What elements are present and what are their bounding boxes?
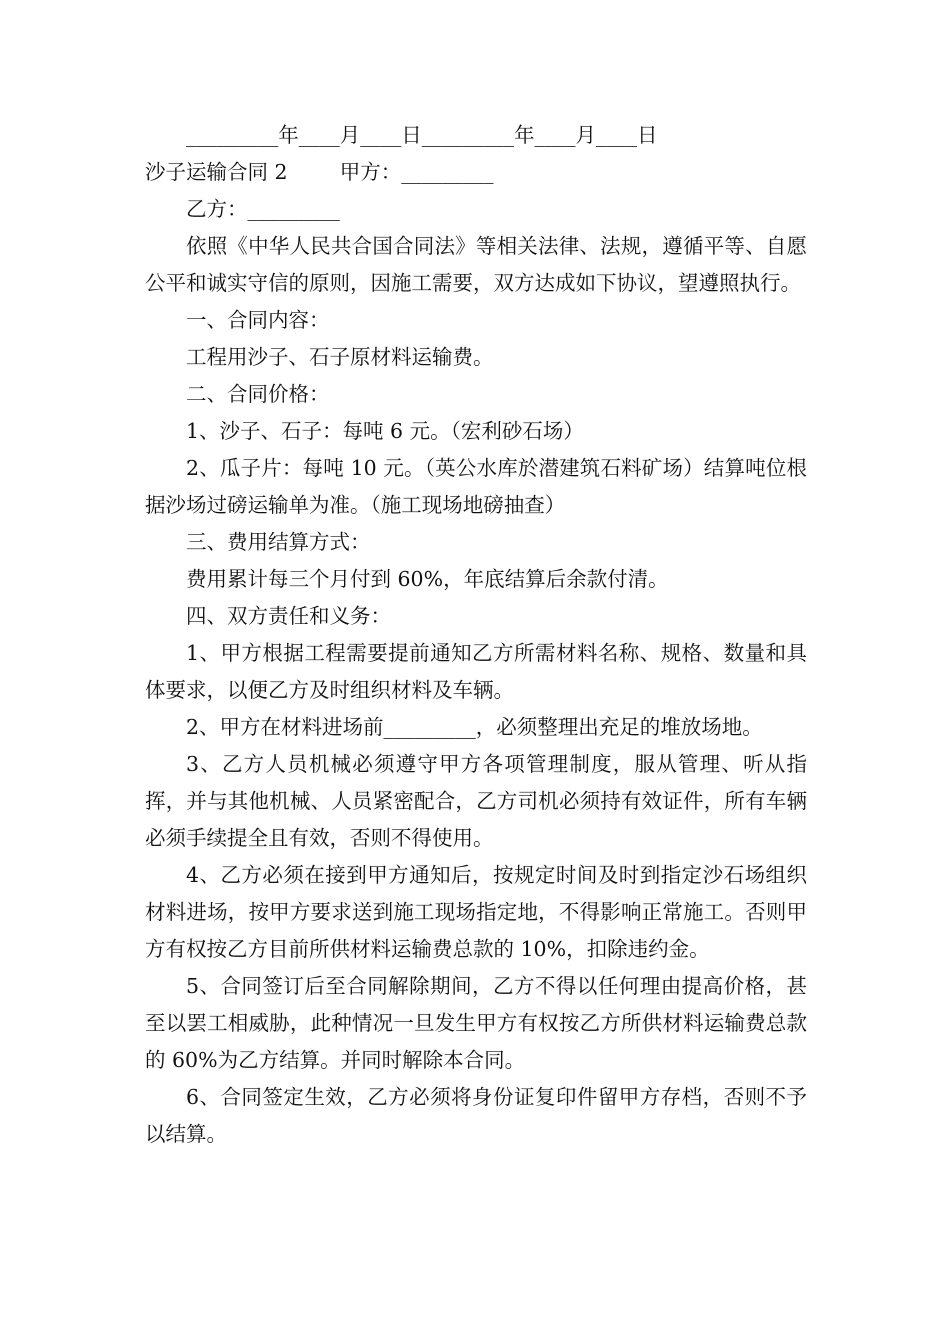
duty-item-3: 3、乙方人员机械必须遵守甲方各项管理制度，服从管理、听从指挥，并与其他机械、人员紧密配合，乙方司机必须持有效证件，所有车辆必须手续提全且有效，否则不得使用。 xyxy=(145,752,807,850)
price-item-2: 2、瓜子片：每吨 10 元。（英公水库於潜建筑石料矿场）结算吨位根据沙场过磅运输单为准。（施工现场地磅抽查） xyxy=(145,456,807,517)
price-item-1: 1、沙子、石子：每吨 6 元。（宏利砂石场） xyxy=(186,419,584,443)
section-heading-contract-content: 一、合同内容： xyxy=(186,308,330,332)
duty-item-6: 6、合同签定生效，乙方必须将身份证复印件留甲方存档，否则不予以结算。 xyxy=(145,1085,807,1146)
party-b-line: 乙方：_________ xyxy=(186,197,340,221)
section-heading-settlement: 三、费用结算方式： xyxy=(186,530,371,554)
section-body-contract-content: 工程用沙子、石子原材料运输费。 xyxy=(186,345,494,369)
section-heading-duties: 四、双方责任和义务： xyxy=(186,604,391,628)
document-page xyxy=(145,117,807,1153)
date-line: _________年____月____日_________年____月____日 xyxy=(186,123,658,147)
section-heading-contract-price: 二、合同价格： xyxy=(186,382,330,406)
intro-paragraph: 依照《中华人民共合国合同法》等相关法律、法规，遵循平等、自愿公平和诚实守信的原则，因施工需要，双方达成如下协议，望遵照执行。 xyxy=(145,234,807,295)
section-body-settlement: 费用累计每三个月付到 60%，年底结算后余款付清。 xyxy=(186,567,669,591)
duty-item-5: 5、合同签订后至合同解除期间，乙方不得以任何理由提高价格，甚至以罢工相威胁，此种情况一旦发生甲方有权按乙方所供材料运输费总款的 60%为乙方结算。并同时解除本合同。 xyxy=(145,974,807,1072)
duty-item-4: 4、乙方必须在接到甲方通知后，按规定时间及时到指定沙石场组织材料进场，按甲方要求送到施工现场指定地，不得影响正常施工。否则甲方有权按乙方目前所供材料运输费总款的 10%，扣除违约金。 xyxy=(145,863,807,961)
duty-item-2: 2、甲方在材料进场前_________，必须整理出充足的堆放场地。 xyxy=(186,715,763,739)
title-party-a-line: 沙子运输合同 2 甲方：_________ xyxy=(145,160,494,184)
duty-item-1: 1、甲方根据工程需要提前通知乙方所需材料名称、规格、数量和具体要求，以便乙方及时组织材料及车辆。 xyxy=(145,641,807,702)
